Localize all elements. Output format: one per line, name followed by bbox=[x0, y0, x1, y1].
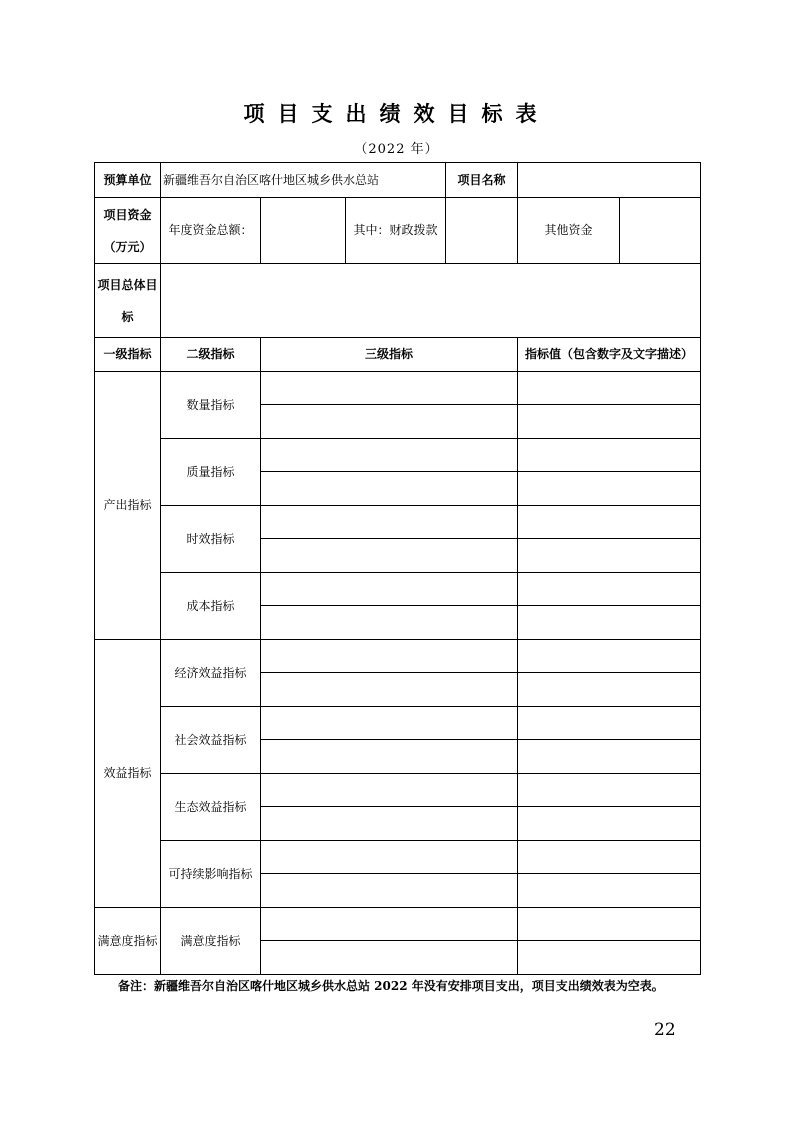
level3-cell bbox=[261, 606, 518, 640]
column-header-level2: 二级指标 bbox=[161, 338, 261, 372]
level2-quantity: 数量指标 bbox=[161, 372, 261, 439]
indicator-value-cell bbox=[518, 472, 701, 506]
indicator-value-cell bbox=[518, 405, 701, 439]
other-funds-label: 其他资金 bbox=[518, 198, 620, 264]
level1-output: 产出指标 bbox=[95, 372, 161, 640]
level3-cell bbox=[261, 506, 518, 539]
fiscal-appropriation-value bbox=[446, 198, 518, 264]
level2-sustainable: 可持续影响指标 bbox=[161, 841, 261, 908]
level3-cell bbox=[261, 472, 518, 506]
level3-cell bbox=[261, 807, 518, 841]
overall-goal-label: 项目总体目标 bbox=[95, 264, 161, 338]
level2-quality: 质量指标 bbox=[161, 439, 261, 506]
other-funds-value bbox=[620, 198, 701, 264]
level3-cell bbox=[261, 774, 518, 807]
level2-economic: 经济效益指标 bbox=[161, 640, 261, 707]
page-title: 项目支出绩效目标表 bbox=[243, 101, 550, 126]
level3-cell bbox=[261, 439, 518, 472]
indicator-value-cell bbox=[518, 539, 701, 573]
level2-satisfaction: 满意度指标 bbox=[161, 908, 261, 975]
column-header-level1: 一级指标 bbox=[95, 338, 161, 372]
annual-total-value bbox=[261, 198, 346, 264]
indicator-value-cell bbox=[518, 372, 701, 405]
level3-cell bbox=[261, 908, 518, 941]
indicator-value-cell bbox=[518, 640, 701, 673]
budget-unit-label: 预算单位 bbox=[95, 163, 161, 198]
indicator-value-cell bbox=[518, 673, 701, 707]
fiscal-appropriation-label: 其中：财政拨款 bbox=[346, 198, 446, 264]
indicator-value-cell bbox=[518, 439, 701, 472]
indicator-value-cell bbox=[518, 606, 701, 640]
level2-cost: 成本指标 bbox=[161, 573, 261, 640]
indicator-value-cell bbox=[518, 807, 701, 841]
level1-benefit: 效益指标 bbox=[95, 640, 161, 908]
indicator-value-cell bbox=[518, 573, 701, 606]
indicator-value-cell bbox=[518, 740, 701, 774]
level3-cell bbox=[261, 573, 518, 606]
indicator-value-cell bbox=[518, 908, 701, 941]
annual-total-label: 年度资金总额： bbox=[161, 198, 261, 264]
indicator-value-cell bbox=[518, 707, 701, 740]
column-header-level3: 三级指标 bbox=[261, 338, 518, 372]
level3-cell bbox=[261, 673, 518, 707]
budget-unit-value: 新疆维吾尔自治区喀什地区城乡供水总站 bbox=[161, 163, 446, 198]
level1-satisfaction: 满意度指标 bbox=[95, 908, 161, 975]
project-name-value bbox=[518, 163, 701, 198]
level3-cell bbox=[261, 405, 518, 439]
level3-cell bbox=[261, 874, 518, 908]
indicator-value-cell bbox=[518, 774, 701, 807]
level3-cell bbox=[261, 539, 518, 573]
indicator-value-cell bbox=[518, 841, 701, 874]
level3-cell bbox=[261, 841, 518, 874]
footnote: 备注：新疆维吾尔自治区喀什地区城乡供水总站 2022 年没有安排项目支出，项目支出绩效表为空表。 bbox=[118, 979, 664, 993]
page-number: 22 bbox=[654, 1020, 676, 1040]
level3-cell bbox=[261, 640, 518, 673]
level3-cell bbox=[261, 707, 518, 740]
project-name-label: 项目名称 bbox=[446, 163, 518, 198]
fiscal-year: （2022 年） bbox=[354, 142, 439, 157]
level2-timeliness: 时效指标 bbox=[161, 506, 261, 573]
indicator-value-cell bbox=[518, 506, 701, 539]
performance-target-table bbox=[94, 162, 701, 975]
level2-social: 社会效益指标 bbox=[161, 707, 261, 774]
level3-cell bbox=[261, 941, 518, 975]
column-header-value: 指标值（包含数字及文字描述） bbox=[518, 338, 701, 372]
level3-cell bbox=[261, 740, 518, 774]
level2-ecological: 生态效益指标 bbox=[161, 774, 261, 841]
indicator-value-cell bbox=[518, 941, 701, 975]
project-funds-label: 项目资金（万元） bbox=[95, 198, 161, 264]
overall-goal-value bbox=[161, 264, 701, 338]
level3-cell bbox=[261, 372, 518, 405]
indicator-value-cell bbox=[518, 874, 701, 908]
